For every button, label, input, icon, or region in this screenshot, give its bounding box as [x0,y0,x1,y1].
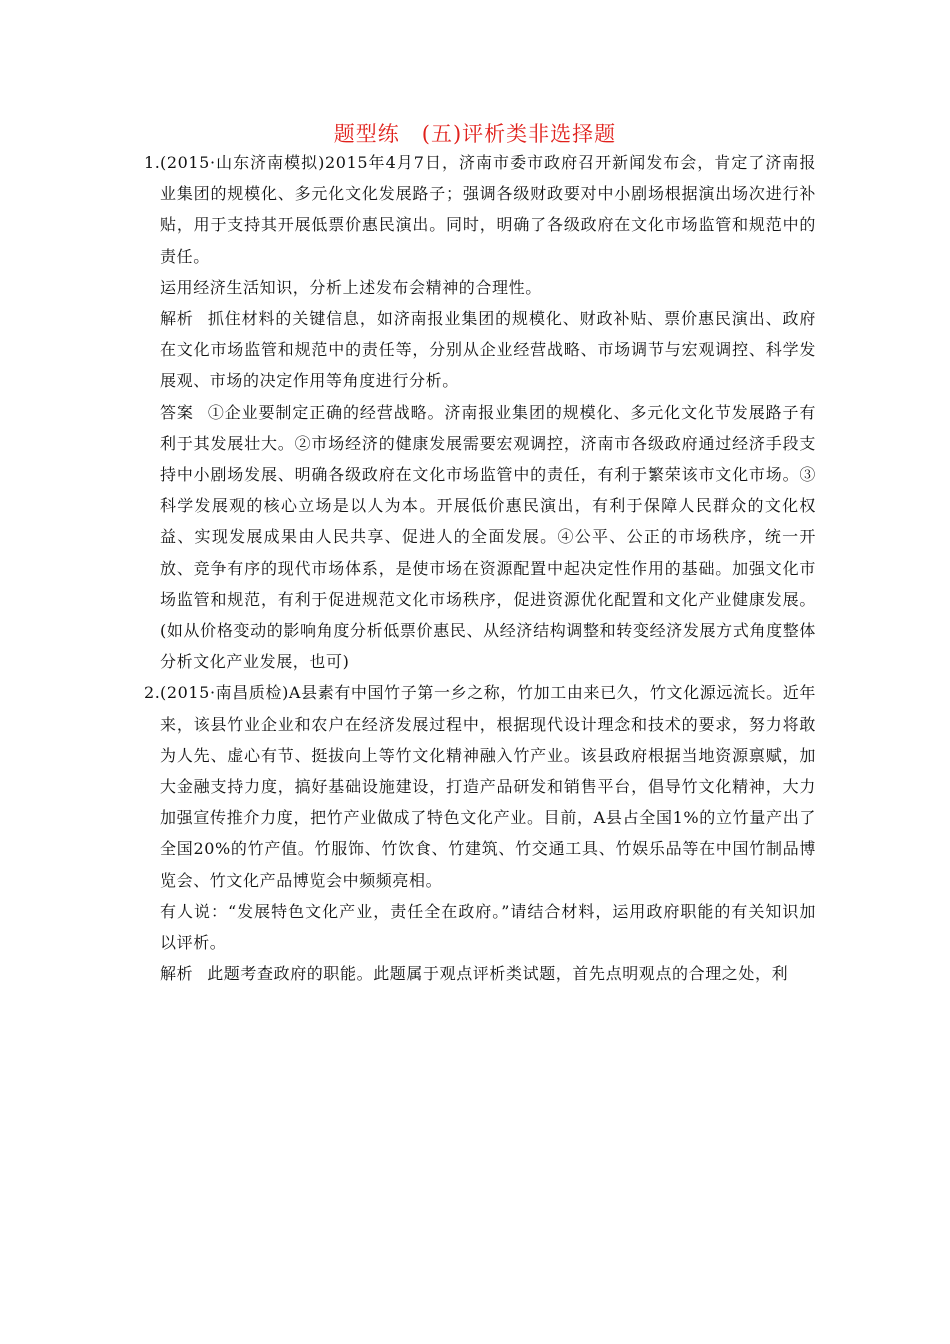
analysis-label: 解析 [160,309,194,329]
question-1-stem [144,147,816,272]
answer-label: 答案 [160,402,194,422]
document-body [144,147,816,989]
analysis-label: 解析 [160,964,194,984]
page-title: 题型练 (五)评析类非选择题 [333,122,617,146]
question-number: 2. [144,683,161,703]
question-1-prompt: 运用经济生活知识，分析上述发布会精神的合理性。 [160,277,542,297]
answer-text: ①企业要制定正确的经营战略。济南报业集团的规模化、多元化文化节发展路子有利于其发展壮大。②市场经济的健康发展需要宏观调控，济南市各级政府通过经济手段支持中小剧场发展、明确各级政府在文化市场监管中的责任，有利于繁荣该市文化市场。③科学发展观的核心立场是以人为本。开展低价惠民演出，有利于保障人民群众的文化权益、实现发展成果由人民共享、促进人的全面发展。④公平、公正的市场秩序，统一开放、竞争有序的现代市场体系，是使市场在资源配置中起决定性作用的基础。加强文化市场监管和规范，有利于促进规范文化市场秩序，促进资源优化配置和文化产业健康发展。(如从价格变动的影响角度分析低票价惠民、从经济结构调整和转变经济发展方式角度整体分析文化产业发展，也可) [160,402,816,672]
analysis-text: 此题考查政府的职能。此题属于观点评析类试题，首先点明观点的合理之处，利 [207,964,789,984]
question-2-prompt: 有人说：“发展特色文化产业，责任全在政府。”请结合材料，运用政府职能的有关知识加以评析。 [160,901,816,953]
question-2-analysis [144,958,816,989]
analysis-text: 抓住材料的关键信息，如济南报业集团的规模化、财政补贴、票价惠民演出、政府在文化市场监管和规范中的责任等，分别从企业经营战略、市场调节与宏观调控、科学发展观、市场的决定作用等角度进行分析。 [160,309,816,391]
question-stem-text: (2015·南昌质检)A县素有中国竹子第一乡之称，竹加工由来已久，竹文化源远流长。近年来，该县竹业企业和农户在经济发展过程中，根据现代设计理念和技术的要求，努力将敢为人先、虚心有节、挺拔向上等竹文化精神融入竹产业。该县政府根据当地资源禀赋，加大金融支持力度，搞好基础设施建设，打造产品研发和销售平台，倡导竹文化精神，大力加强宣传推介力度，把竹产业做成了特色文化产业。目前，A县占全国1%的立竹量产出了全国20%的竹产值。竹服饰、竹饮食、竹建筑、竹交通工具、竹娱乐品等在中国竹制品博览会、竹文化产品博览会中频频亮相。 [160,683,816,890]
question-stem-text: (2015·山东济南模拟)2015年4月7日，济南市委市政府召开新闻发布会，肯定了济南报业集团的规模化、多元化文化发展路子；强调各级财政要对中小剧场根据演出场次进行补贴，用于支持其开展低票价惠民演出。同时，明确了各级政府在文化市场监管和规范中的责任。 [160,153,816,266]
question-1-analysis [144,303,816,397]
question-number: 1. [144,153,161,172]
question-2-stem [144,677,816,895]
question-1-answer [144,397,816,678]
